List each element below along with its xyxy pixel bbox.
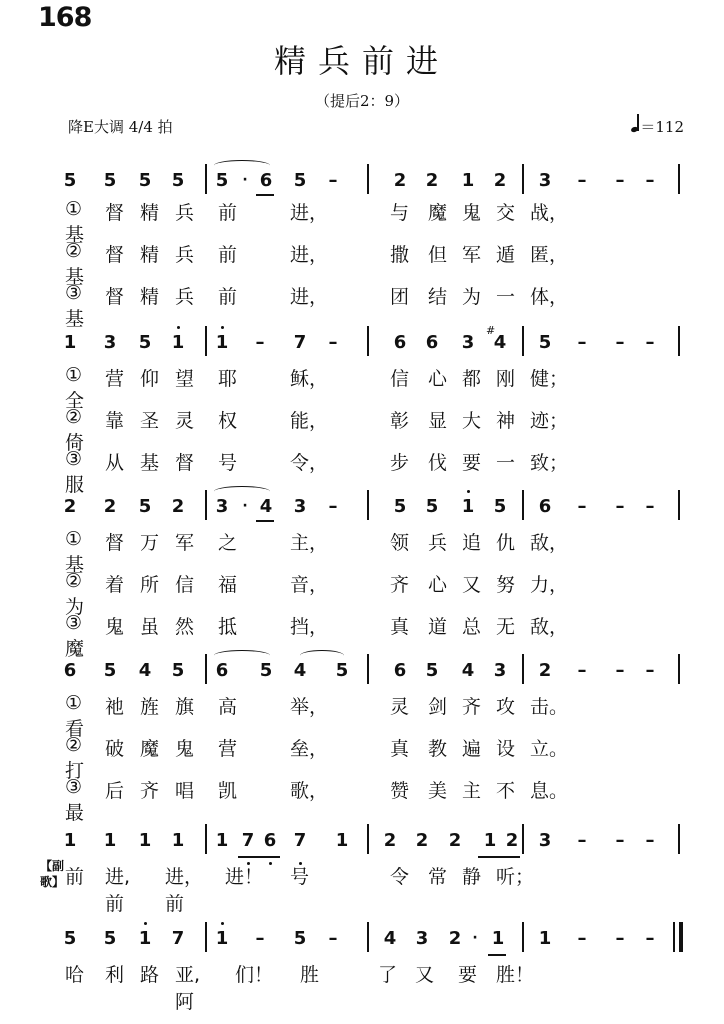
jianpu-note: 4 — [293, 660, 307, 681]
jianpu-note: 5 — [171, 660, 185, 681]
lyric-syllable: 剑 — [428, 696, 448, 718]
lyric-syllable: ③魔 — [65, 612, 85, 660]
lyric-syllable: 追 — [462, 532, 482, 554]
underline — [256, 520, 274, 522]
jianpu-note: 1 — [138, 830, 152, 851]
lyric-syllable: 稣， — [290, 368, 329, 390]
barline — [678, 490, 680, 520]
jianpu-note: · — [472, 930, 478, 946]
jianpu-note: 6 — [425, 332, 439, 353]
jianpu-note: 5 — [425, 660, 439, 681]
lyric-syllable: 不 — [496, 780, 516, 802]
lyric-syllable: 进， — [290, 244, 329, 266]
lyric-syllable: 之 — [218, 532, 238, 554]
barline — [205, 326, 207, 356]
lyric-syllable: 伐 — [428, 452, 448, 474]
lyric-syllable: ②基 — [65, 240, 85, 288]
jianpu-note: 7 — [241, 830, 255, 851]
jianpu-note: 1 — [458, 496, 478, 517]
jianpu-note: 5 — [63, 170, 77, 191]
lyric-syllable: 交 — [496, 202, 516, 224]
lyric-syllable: 步 — [390, 452, 410, 474]
final-barline — [679, 922, 683, 952]
jianpu-note: 2 — [538, 660, 552, 681]
lyric-syllable: 健； — [530, 368, 569, 390]
slur — [214, 160, 270, 171]
tempo-value: ＝112 — [640, 118, 684, 136]
jianpu-note: 6 — [393, 660, 407, 681]
lyric-syllable: 凯 — [218, 780, 238, 802]
lyric-syllable: 胜！ — [496, 964, 535, 986]
jianpu-note: – — [615, 928, 625, 949]
final-barline — [673, 922, 675, 952]
lyric-syllable: 了 — [378, 964, 398, 986]
lyric-syllable: 美 — [428, 780, 448, 802]
slur — [300, 650, 344, 661]
jianpu-note: – — [645, 660, 655, 681]
lyric-syllable: 息。 — [530, 780, 569, 802]
jianpu-note: 2 — [493, 170, 507, 191]
lyric-syllable: 所 — [140, 574, 160, 596]
lyric-syllable: 督 — [105, 244, 125, 266]
jianpu-note: 1 — [171, 830, 185, 851]
lyric-syllable: ③服 — [65, 448, 85, 496]
jianpu-note: – — [255, 928, 265, 949]
jianpu-note: 1 — [63, 332, 77, 353]
jianpu-note: 6 — [393, 332, 407, 353]
barline — [367, 824, 369, 854]
lyric-syllable: ②打 — [65, 734, 85, 782]
jianpu-note: – — [328, 928, 338, 949]
lyric-syllable: 进， — [290, 286, 329, 308]
lyric-syllable: 仰 — [140, 368, 160, 390]
lyric-syllable: 灵 — [175, 410, 195, 432]
barline — [522, 922, 524, 952]
lyric-syllable: 立。 — [530, 738, 569, 760]
lyric-syllable: 主 — [462, 780, 482, 802]
barline — [678, 164, 680, 194]
lyric-syllable: 兵 — [175, 244, 195, 266]
lyric-syllable: ②为 — [65, 570, 85, 618]
lyric-syllable: 大 — [462, 410, 482, 432]
underline — [238, 856, 280, 858]
jianpu-note: 2 — [171, 496, 185, 517]
lyric-syllable: 进,前 — [105, 866, 131, 915]
jianpu-note: 5 — [103, 660, 117, 681]
lyric-syllable: 前 — [218, 202, 238, 224]
lyric-syllable: 齐 — [462, 696, 482, 718]
jianpu-note: 1 — [168, 332, 188, 353]
jianpu-note: 3 — [215, 496, 229, 517]
lyric-syllable: 虽 — [140, 616, 160, 638]
lyric-syllable: 魔 — [140, 738, 160, 760]
key-time-signature: 降E大调 4/4 拍 — [68, 118, 173, 136]
lyric-syllable: 营 — [105, 368, 125, 390]
lyric-syllable: 营 — [218, 738, 238, 760]
jianpu-note: – — [645, 830, 655, 851]
lyric-syllable: 从 — [105, 452, 125, 474]
low-octave-dot — [247, 862, 250, 865]
lyric-syllable: 刚 — [496, 368, 516, 390]
lyric-syllable: 灵 — [390, 696, 410, 718]
jianpu-note: 6 — [263, 830, 277, 851]
barline — [522, 824, 524, 854]
lyric-syllable: 进， — [290, 202, 329, 224]
lyric-syllable: 军 — [462, 244, 482, 266]
lyric-syllable: 敌， — [530, 532, 569, 554]
lyric-syllable: 撒 — [390, 244, 410, 266]
barline — [367, 922, 369, 952]
quarter-note-icon — [630, 118, 640, 132]
jianpu-note: 1 — [212, 928, 232, 949]
jianpu-note: 5 — [138, 496, 152, 517]
lyric-syllable: 努 — [496, 574, 516, 596]
lyric-syllable: 真 — [390, 616, 410, 638]
jianpu-note: 2 — [505, 830, 519, 851]
jianpu-note: 5 — [103, 928, 117, 949]
lyric-syllable: 常 — [428, 866, 448, 888]
lyric-syllable: 能， — [290, 410, 329, 432]
lyric-syllable: 彰 — [390, 410, 410, 432]
lyric-syllable: 后 — [105, 780, 125, 802]
lyric-syllable: 总 — [462, 616, 482, 638]
lyric-syllable: 显 — [428, 410, 448, 432]
lyric-syllable: 教 — [428, 738, 448, 760]
jianpu-note: – — [577, 170, 587, 191]
low-octave-dot — [269, 862, 272, 865]
lyric-syllable: 祂 — [105, 696, 125, 718]
chorus-label: 【副歌】 — [40, 859, 65, 889]
jianpu-note: 1 — [538, 928, 552, 949]
jianpu-note: 2 — [383, 830, 397, 851]
lyric-syllable: ①基 — [65, 198, 85, 246]
lyric-syllable: 设 — [496, 738, 516, 760]
jianpu-note: 5 — [138, 332, 152, 353]
jianpu-note: 5 — [293, 170, 307, 191]
lyric-syllable: 静 — [462, 866, 482, 888]
jianpu-note: – — [615, 660, 625, 681]
lyric-syllable: 真 — [390, 738, 410, 760]
lyric-syllable: 挡， — [290, 616, 329, 638]
lyric-syllable: 道 — [428, 616, 448, 638]
jianpu-note: – — [645, 170, 655, 191]
lyric-syllable: 遁 — [496, 244, 516, 266]
lyric-syllable: 领 — [390, 532, 410, 554]
jianpu-note: – — [328, 170, 338, 191]
lyric-syllable: 进！ — [225, 866, 264, 888]
jianpu-note: 1 — [483, 830, 497, 851]
jianpu-note: – — [645, 332, 655, 353]
jianpu-note: 5 — [138, 170, 152, 191]
lyric-syllable: 无 — [496, 616, 516, 638]
barline — [367, 490, 369, 520]
jianpu-note: 1 — [491, 928, 505, 949]
lyric-syllable: 前 — [218, 244, 238, 266]
jianpu-note: 4 # — [486, 324, 507, 353]
jianpu-note: 7 — [293, 332, 307, 353]
jianpu-note: · — [242, 498, 248, 514]
jianpu-note: 7 — [171, 928, 185, 949]
lyric-syllable: 进，前 — [165, 866, 204, 915]
lyric-syllable: 万 — [140, 532, 160, 554]
lyric-syllable: 又 — [462, 574, 482, 596]
jianpu-note: 5 — [259, 660, 273, 681]
jianpu-note: · — [242, 172, 248, 188]
jianpu-note: 3 — [103, 332, 117, 353]
lyric-syllable: 着 — [105, 574, 125, 596]
lyric-syllable: 匿， — [530, 244, 569, 266]
barline — [678, 326, 680, 356]
slur — [214, 486, 270, 497]
lyric-syllable: 路 — [140, 964, 160, 986]
jianpu-note: 5 — [493, 496, 507, 517]
slur — [214, 650, 270, 661]
underline — [256, 194, 274, 196]
jianpu-note: – — [577, 496, 587, 517]
lyric-syllable: ③最 — [65, 776, 85, 824]
lyric-syllable: 齐 — [390, 574, 410, 596]
jianpu-note: 6 — [63, 660, 77, 681]
lyric-syllable: 督 — [175, 452, 195, 474]
jianpu-note: 2 — [448, 928, 462, 949]
barline — [522, 654, 524, 684]
lyric-syllable: 军 — [175, 532, 195, 554]
lyric-syllable: 要 — [462, 452, 482, 474]
jianpu-note: 5 — [335, 660, 349, 681]
jianpu-note: – — [615, 830, 625, 851]
jianpu-note: – — [577, 830, 587, 851]
jianpu-note: – — [645, 496, 655, 517]
lyric-syllable: 心 — [428, 368, 448, 390]
jianpu-note: – — [577, 928, 587, 949]
barline — [522, 490, 524, 520]
jianpu-note: 7 — [293, 830, 307, 851]
lyric-syllable: 信 — [175, 574, 195, 596]
lyric-syllable: 靠 — [105, 410, 125, 432]
lyric-syllable: 击。 — [530, 696, 569, 718]
lyric-syllable: 都 — [462, 368, 482, 390]
jianpu-note: – — [255, 332, 265, 353]
jianpu-note: – — [615, 332, 625, 353]
jianpu-note: 4 — [461, 660, 475, 681]
lyric-syllable: 迹； — [530, 410, 569, 432]
jianpu-note: 1 — [63, 830, 77, 851]
lyric-syllable: 督 — [105, 532, 125, 554]
jianpu-note: 5 — [215, 170, 229, 191]
jianpu-note: – — [328, 332, 338, 353]
lyric-syllable: ②倚 — [65, 406, 85, 454]
lyric-syllable: 与 — [390, 202, 410, 224]
lyric-syllable: 令 — [390, 866, 410, 888]
lyric-syllable: 精 — [140, 244, 160, 266]
lyric-syllable: 一 — [496, 286, 516, 308]
jianpu-note: 2 — [415, 830, 429, 851]
barline — [678, 824, 680, 854]
jianpu-note: 1 — [103, 830, 117, 851]
lyric-syllable: 齐 — [140, 780, 160, 802]
lyric-syllable: 亚,阿 — [175, 964, 201, 1013]
lyric-syllable: 敌， — [530, 616, 569, 638]
lyric-syllable: 垒， — [290, 738, 329, 760]
lyric-syllable: 音， — [290, 574, 329, 596]
lyric-syllable: 前 — [65, 866, 85, 888]
lyric-syllable: ③基 — [65, 282, 85, 330]
lyric-syllable: 权 — [218, 410, 238, 432]
barline — [367, 164, 369, 194]
low-octave-dot — [299, 862, 302, 865]
underline — [478, 856, 520, 858]
barline — [205, 922, 207, 952]
jianpu-note: – — [577, 332, 587, 353]
lyric-syllable: 哈 — [65, 964, 85, 986]
lyric-syllable: 圣 — [140, 410, 160, 432]
lyric-syllable: 结 — [428, 286, 448, 308]
lyric-syllable: 体， — [530, 286, 569, 308]
lyric-syllable: 令， — [290, 452, 329, 474]
lyric-syllable: 赞 — [390, 780, 410, 802]
hymn-number: 168 — [38, 2, 92, 33]
lyric-syllable: 鬼 — [175, 738, 195, 760]
lyric-syllable: 号 — [218, 452, 238, 474]
lyric-syllable: 鬼 — [462, 202, 482, 224]
lyric-syllable: 团 — [390, 286, 410, 308]
barline — [205, 654, 207, 684]
lyric-syllable: 遍 — [462, 738, 482, 760]
jianpu-note: 4 — [259, 496, 273, 517]
lyric-syllable: 信 — [390, 368, 410, 390]
barline — [205, 164, 207, 194]
barline — [205, 824, 207, 854]
jianpu-note: 4 — [383, 928, 397, 949]
lyric-syllable: 战， — [530, 202, 569, 224]
jianpu-note: 1 — [461, 170, 475, 191]
lyric-syllable: 旌 — [140, 696, 160, 718]
lyric-syllable: 基 — [140, 452, 160, 474]
hymn-title: 精兵前进 — [273, 42, 450, 80]
jianpu-note: 5 — [171, 170, 185, 191]
lyric-syllable: ①全 — [65, 364, 85, 412]
jianpu-note: 3 — [538, 170, 552, 191]
jianpu-note: 3 — [415, 928, 429, 949]
jianpu-note: 2 — [63, 496, 77, 517]
jianpu-note: 5 — [425, 496, 439, 517]
lyric-syllable: 望 — [175, 368, 195, 390]
jianpu-note: – — [645, 928, 655, 949]
lyric-syllable: 攻 — [496, 696, 516, 718]
barline — [522, 326, 524, 356]
jianpu-note: 1 — [135, 928, 155, 949]
lyric-syllable: 听； — [496, 866, 535, 888]
barline — [367, 326, 369, 356]
jianpu-note: 5 — [293, 928, 307, 949]
lyric-syllable: ①看 — [65, 692, 85, 740]
jianpu-note: 3 — [461, 332, 475, 353]
barline — [205, 490, 207, 520]
lyric-syllable: 仇 — [496, 532, 516, 554]
jianpu-note: 6 — [215, 660, 229, 681]
lyric-syllable: 鬼 — [105, 616, 125, 638]
jianpu-note: 2 — [425, 170, 439, 191]
lyric-syllable: 神 — [496, 410, 516, 432]
jianpu-note: 5 — [63, 928, 77, 949]
jianpu-note: 3 — [538, 830, 552, 851]
jianpu-note: 3 — [293, 496, 307, 517]
lyric-syllable: 兵 — [175, 286, 195, 308]
jianpu-note: – — [615, 496, 625, 517]
lyric-syllable: 魔 — [428, 202, 448, 224]
lyric-syllable: 抵 — [218, 616, 238, 638]
lyric-syllable: ①基 — [65, 528, 85, 576]
lyric-syllable: 歌， — [290, 780, 329, 802]
lyric-syllable: 兵 — [428, 532, 448, 554]
lyric-syllable: 又 — [415, 964, 435, 986]
barline — [678, 654, 680, 684]
lyric-syllable: 们！ — [235, 964, 274, 986]
lyric-syllable: 号 — [290, 866, 310, 888]
jianpu-note: 3 — [493, 660, 507, 681]
jianpu-note: 5 — [103, 170, 117, 191]
jianpu-note: 2 — [393, 170, 407, 191]
jianpu-note: 2 — [448, 830, 462, 851]
lyric-syllable: 利 — [105, 964, 125, 986]
jianpu-note: 6 — [538, 496, 552, 517]
jianpu-note: 1 — [215, 830, 229, 851]
lyric-syllable: 一 — [496, 452, 516, 474]
lyric-syllable: 唱 — [175, 780, 195, 802]
scripture-reference: （提后2：9） — [314, 92, 410, 110]
tempo-marking — [630, 116, 684, 137]
lyric-syllable: 主， — [290, 532, 329, 554]
lyric-syllable: 高 — [218, 696, 238, 718]
lyric-syllable: 胜 — [300, 964, 320, 986]
lyric-syllable: 但 — [428, 244, 448, 266]
lyric-syllable: 福 — [218, 574, 238, 596]
jianpu-note: 2 — [103, 496, 117, 517]
jianpu-note: 6 — [259, 170, 273, 191]
lyric-syllable: 兵 — [175, 202, 195, 224]
barline — [367, 654, 369, 684]
jianpu-note: – — [328, 496, 338, 517]
lyric-syllable: 耶 — [218, 368, 238, 390]
lyric-syllable: 精 — [140, 286, 160, 308]
lyric-syllable: 破 — [105, 738, 125, 760]
lyric-syllable: 致； — [530, 452, 569, 474]
lyric-syllable: 督 — [105, 202, 125, 224]
lyric-syllable: 力， — [530, 574, 569, 596]
lyric-syllable: 心 — [428, 574, 448, 596]
lyric-syllable: 旗 — [175, 696, 195, 718]
lyric-syllable: 举， — [290, 696, 329, 718]
underline — [488, 954, 506, 956]
lyric-syllable: 然 — [175, 616, 195, 638]
jianpu-note: 1 — [335, 830, 349, 851]
jianpu-note: 5 — [393, 496, 407, 517]
jianpu-note: 4 — [138, 660, 152, 681]
lyric-syllable: 督 — [105, 286, 125, 308]
lyric-syllable: 前 — [218, 286, 238, 308]
lyric-syllable: 要 — [458, 964, 478, 986]
jianpu-note: 1 — [212, 332, 232, 353]
lyric-syllable: 精 — [140, 202, 160, 224]
jianpu-note: 5 — [538, 332, 552, 353]
jianpu-note: – — [615, 170, 625, 191]
jianpu-note: – — [577, 660, 587, 681]
lyric-syllable: 为 — [462, 286, 482, 308]
barline — [522, 164, 524, 194]
